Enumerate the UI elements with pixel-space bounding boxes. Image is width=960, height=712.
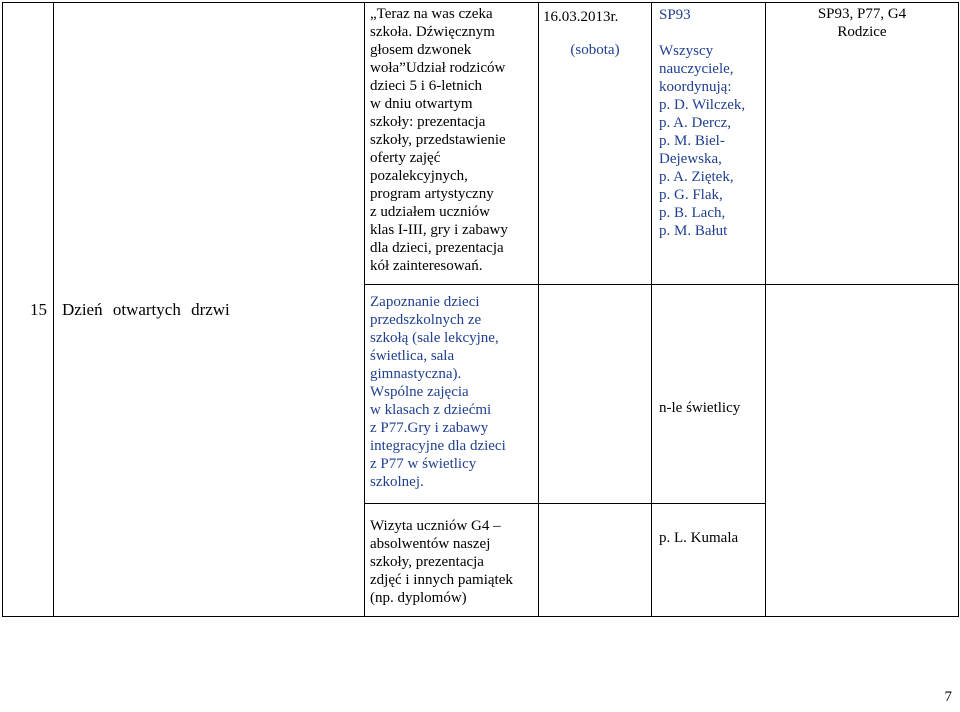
row-divider (364, 284, 959, 285)
activity-1-day: (sobota) (570, 42, 620, 58)
col-border (765, 2, 766, 616)
table-bottom-border (2, 616, 959, 617)
col-border (651, 2, 652, 616)
activity-2-description: Zapoznanie dzieci przedszkolnych ze szkołą (sale lekcyjne, świetlica, sala gimnastyczna). Wspólne zajęcia w klasach z dziećmi z P77.Gry i zabawy integracyjne dla dzieci z P77 w świetlicy szkolnej. (370, 294, 506, 490)
activity-1-description: „Teraz na was czeka szkoła. Dźwięcznym głosem dzwonek woła”Udział rodziców dzieci 5 i 6-letnich w dniu otwartym szkoły: prezentacja szkoły, przedstawienie oferty zajęć pozalekcyjnych, program artystyczny z udziałem uczniów klas I-III, gry i zabawy dla dzieci, prezentacja kół zainteresowań. (370, 6, 508, 274)
activity-1-responsible: SP93 Wszyscy nauczyciele, koordynują: p. D. Wilczek, p. A. Dercz, p. M. Biel- Dejewska, p. A. Ziętek, p. G. Flak, p. B. Lach, p. M. Bałut (659, 7, 746, 239)
col-border (958, 2, 959, 616)
col-border (53, 2, 54, 616)
col-border (2, 2, 3, 616)
activity-1-date: 16.03.2013r. (543, 9, 619, 25)
col-border (364, 2, 365, 616)
page-number: 7 (944, 689, 952, 705)
row-divider (364, 503, 651, 504)
event-title: Dzień otwartych drzwi (62, 300, 230, 319)
activity-3-description: Wizyta uczniów G4 – absolwentów naszej szkoły, prezentacja zdjęć i innych pamiątek (np. dyplomów) (370, 518, 513, 606)
activity-3-responsible: p. L. Kumala (659, 530, 739, 546)
row-divider (651, 503, 765, 504)
activity-2-responsible: n-le świetlicy (659, 400, 741, 416)
row-number: 15 (30, 300, 47, 319)
activity-1-participants: SP93, P77, G4 Rodzice (817, 6, 907, 40)
table-top-border (2, 2, 959, 3)
